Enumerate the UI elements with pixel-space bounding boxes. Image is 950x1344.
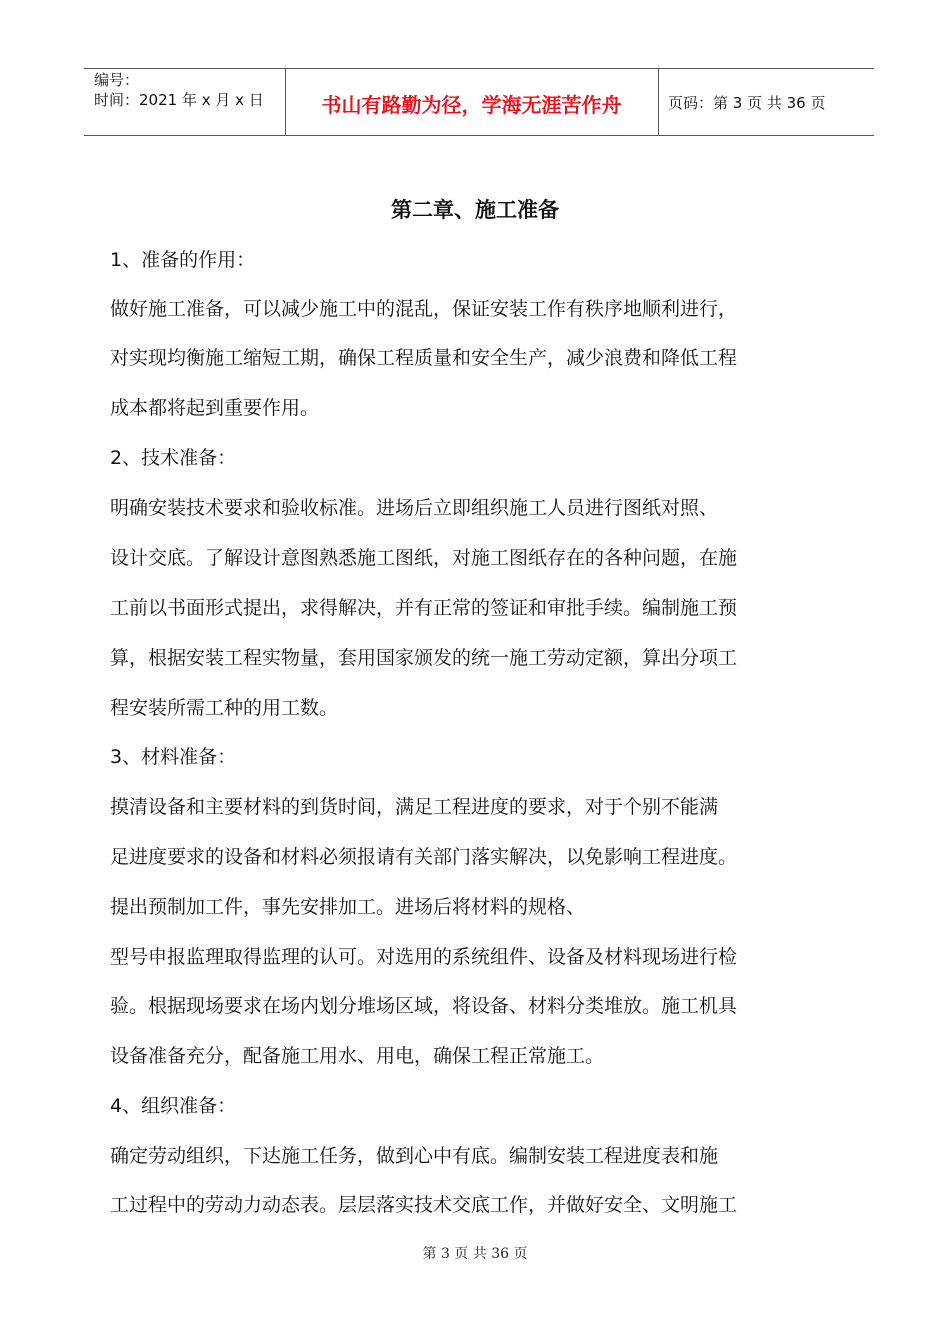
body-line: 提出预制加工件，事先安排加工。进场后将材料的规格、 (110, 896, 586, 918)
body-line: 成本都将起到重要作用。 (110, 397, 320, 419)
header-motto: 书山有路勤为径，学海无涯苦作舟 (321, 93, 622, 117)
header-divider-2 (658, 68, 659, 136)
body-line: 程安装所需工种的用工数。 (110, 697, 339, 719)
header-page-count: 页码：第 3 页 共 36 页 (668, 94, 826, 112)
section-heading: 4、组织准备： (110, 1095, 237, 1117)
body-line: 明确安装技术要求和验收标准。进场后立即组织施工人员进行图纸对照、 (110, 497, 719, 519)
section-heading: 2、技术准备： (110, 447, 237, 469)
body-line: 确定劳动组织，下达施工任务，做到心中有底。编制安装工程进度表和施 (110, 1145, 719, 1167)
body-line: 设计交底。了解设计意图熟悉施工图纸，对施工图纸存在的各种问题，在施 (110, 547, 738, 569)
body-line: 设备准备充分，配备施工用水、用电，确保工程正常施工。 (110, 1045, 605, 1067)
body-line: 工过程中的劳动力动态表。层层落实技术交底工作，并做好安全、文明施工 (110, 1194, 738, 1216)
header-top-rule (84, 68, 874, 69)
body-line: 型号申报监理取得监理的认可。对选用的系统组件、设备及材料现场进行检 (110, 946, 738, 968)
page-footer: 第 3 页 共 36 页 (422, 1246, 528, 1262)
body-line: 验。根据现场要求在场内划分堆场区域，将设备、材料分类堆放。施工机具 (110, 995, 738, 1017)
body-line: 算，根据安装工程实物量，套用国家颁发的统一施工劳动定额，算出分项工 (110, 647, 738, 669)
section-heading: 3、材料准备： (110, 746, 237, 768)
body-line: 工前以书面形式提出，求得解决，并有正常的签证和审批手续。编制施工预 (110, 597, 738, 619)
body-line: 做好施工准备，可以减少施工中的混乱，保证安装工作有秩序地顺利进行， (110, 298, 738, 320)
body-line: 对实现均衡施工缩短工期，确保工程质量和安全生产，减少浪费和降低工程 (110, 347, 738, 369)
header-number: 编号： (94, 71, 140, 89)
header-bottom-rule (84, 135, 874, 136)
header-time: 时间：2021 年 x 月 x 日 (94, 91, 264, 109)
body-line: 摸清设备和主要材料的到货时间，满足工程进度的要求，对于个别不能满 (110, 796, 719, 818)
body-line: 足进度要求的设备和材料必须报请有关部门落实解决，以免影响工程进度。 (110, 846, 738, 868)
page-title: 第二章、施工准备 (391, 198, 559, 222)
section-heading: 1、准备的作用： (110, 249, 256, 271)
